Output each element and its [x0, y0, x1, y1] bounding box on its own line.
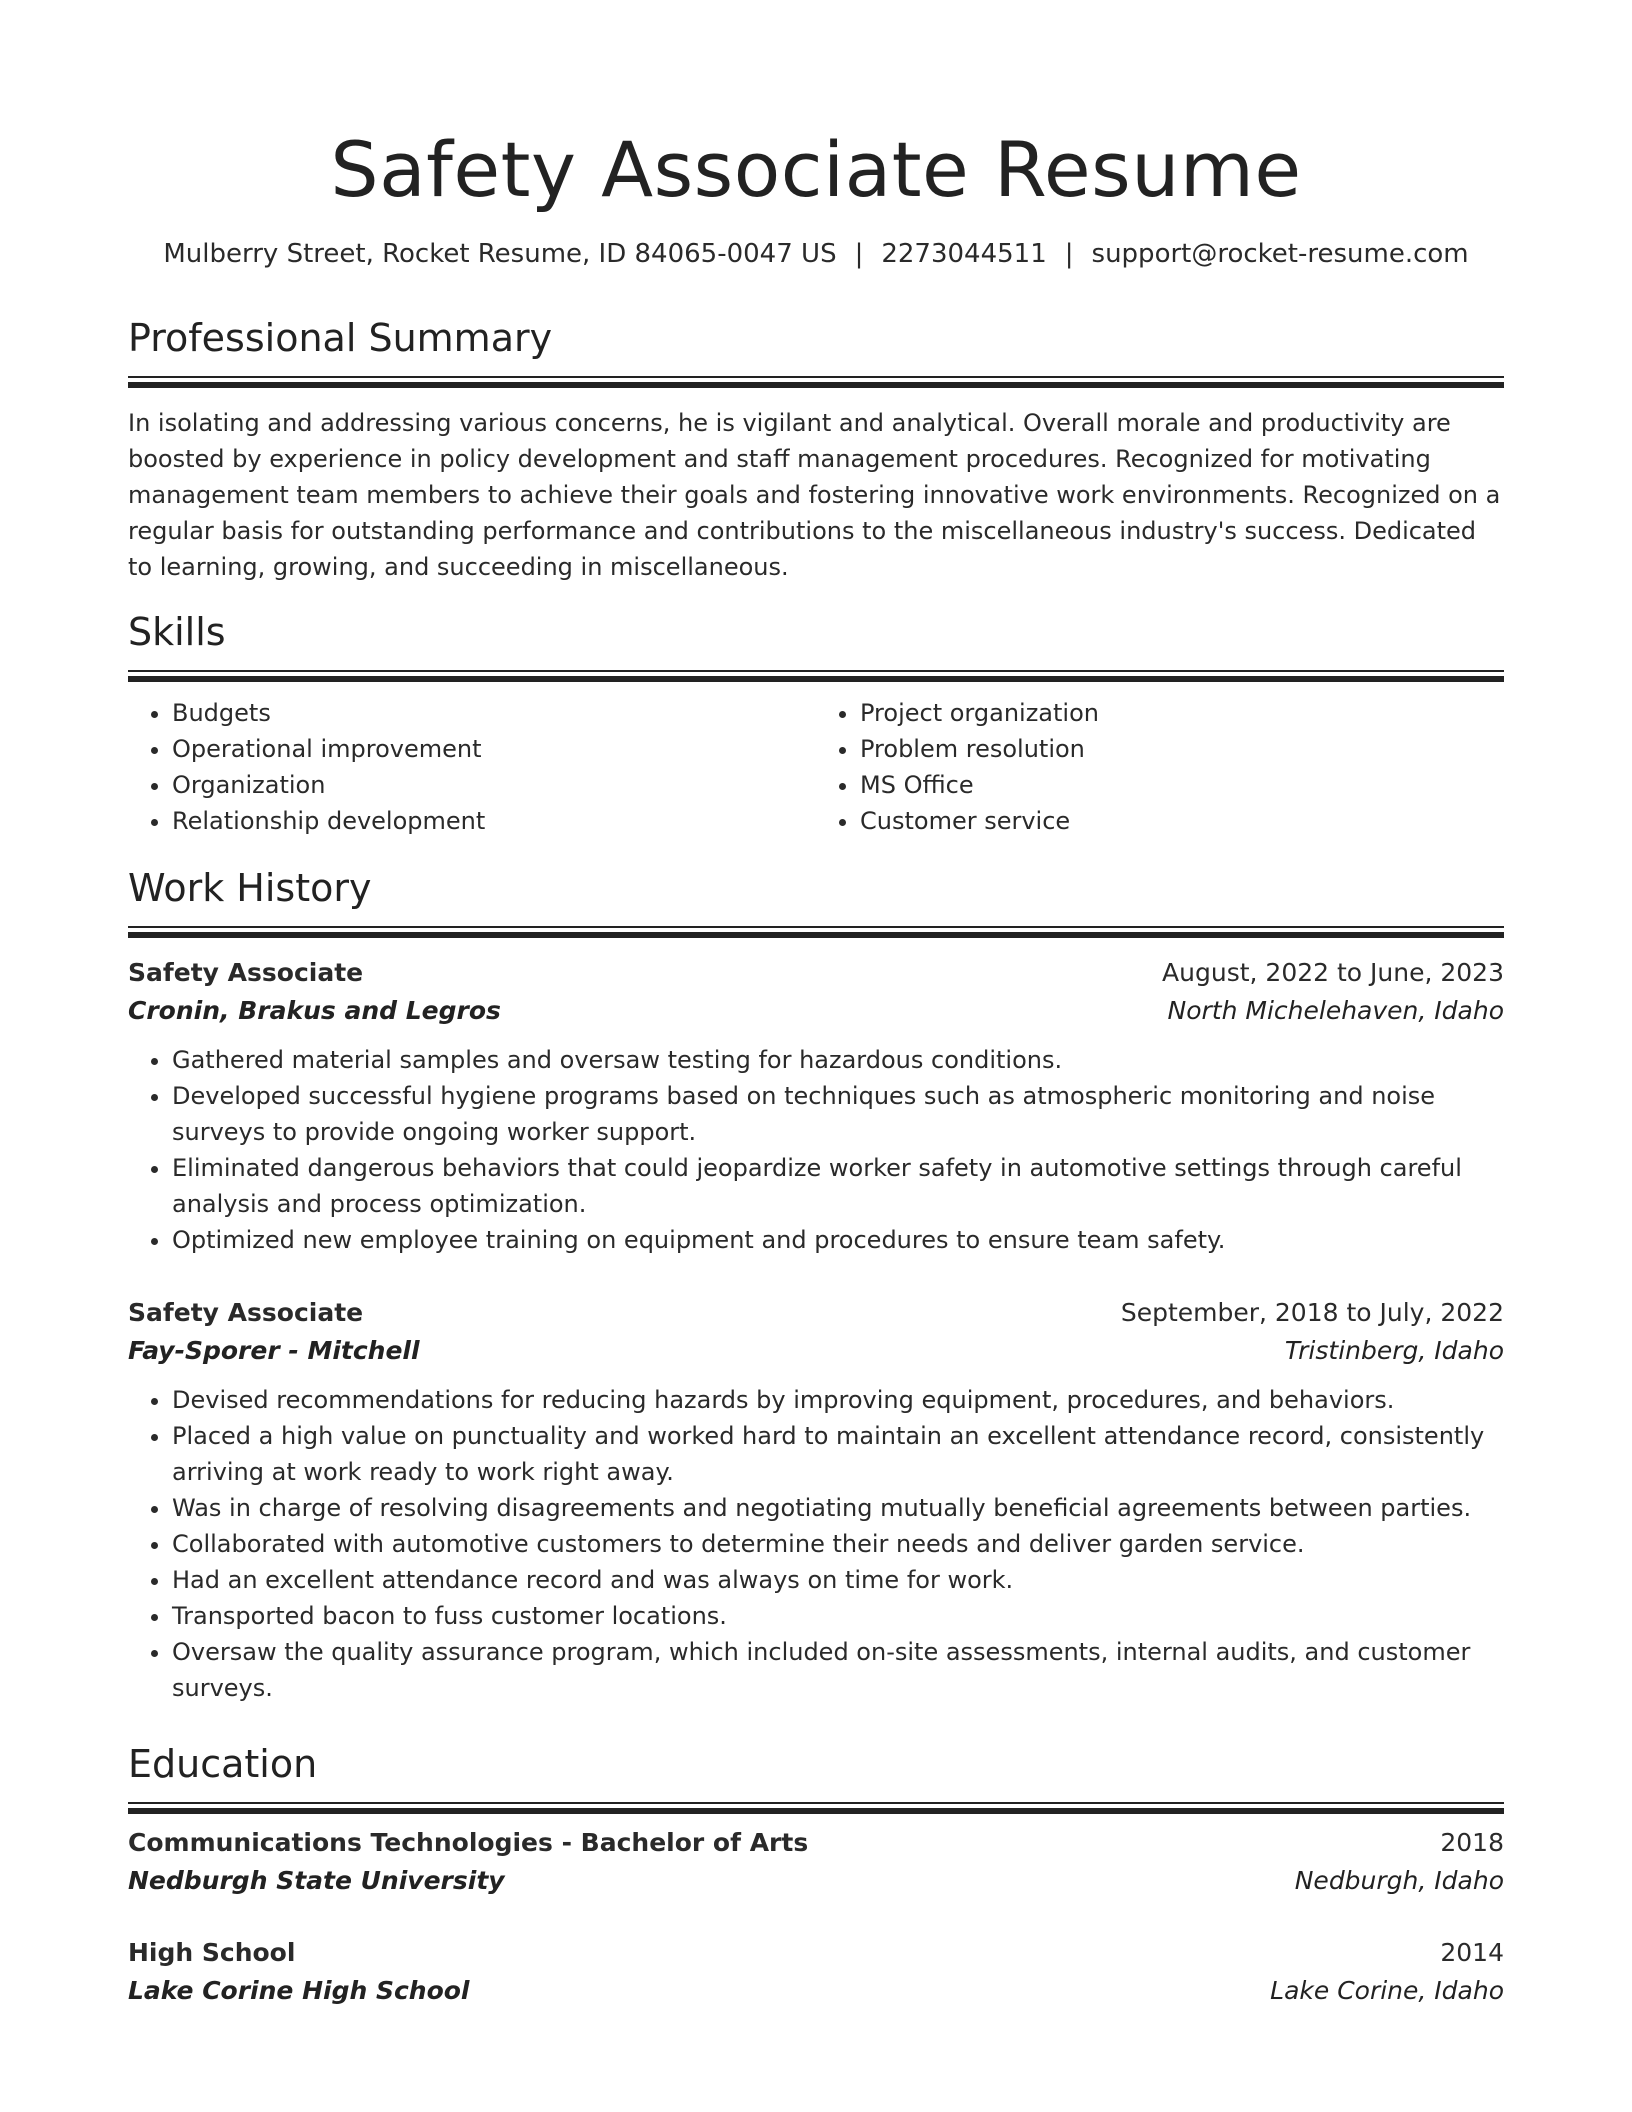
skill-item: • Budgets: [172, 695, 816, 731]
skills-column-right: [816, 695, 1504, 839]
school-name: Nedburgh State University: [128, 1866, 505, 1895]
job-location: Tristinberg, Idaho: [1284, 1336, 1504, 1365]
contact-separator: |: [854, 239, 864, 269]
section-divider: [128, 670, 1504, 681]
degree: High School: [128, 1938, 296, 1967]
phone: 2273044511: [881, 239, 1047, 269]
section-title-work-history: Work History: [128, 866, 372, 910]
list-item: • Developed successful hygiene programs based on techniques such as atmospheric monitoring and noise surveys to provide ongoing worker support.: [172, 1078, 1504, 1150]
school-location: Nedburgh, Idaho: [1294, 1866, 1504, 1895]
work-history-section: [128, 864, 1504, 937]
skill-item: • Problem resolution: [860, 731, 1504, 767]
skills-section: [128, 608, 1504, 839]
job-entry: [128, 954, 1504, 1258]
job-dates: August, 2022 to June, 2023: [1162, 958, 1504, 987]
list-item: • Eliminated dangerous behaviors that could jeopardize worker safety in automotive settings through careful analysis and process optimization.: [172, 1150, 1504, 1222]
list-item: • Placed a high value on punctuality and worked hard to maintain an excellent attendance record, consistently arriving at work ready to work right away.: [172, 1418, 1504, 1490]
job-location: North Michelehaven, Idaho: [1167, 996, 1504, 1025]
contact-separator: |: [1064, 239, 1074, 269]
list-item: • Had an excellent attendance record and was always on time for work.: [172, 1562, 1504, 1598]
job-entry: [128, 1294, 1504, 1706]
school-location: Lake Corine, Idaho: [1270, 1976, 1504, 2005]
resume-title: Safety Associate Resume: [330, 125, 1302, 214]
list-item: • Gathered material samples and oversaw testing for hazardous conditions.: [172, 1042, 1504, 1078]
resume-page: [128, 0, 1504, 2005]
list-item: • Oversaw the quality assurance program, which included on-site assessments, internal audits, and customer surveys.: [172, 1634, 1504, 1706]
section-divider: [128, 376, 1504, 387]
list-item: • Transported bacon to fuss customer locations.: [172, 1598, 1504, 1634]
skills-column-left: [128, 695, 816, 839]
address: Mulberry Street, Rocket Resume, ID 84065-0047 US: [163, 239, 837, 269]
job-dates: September, 2018 to July, 2022: [1120, 1298, 1504, 1327]
degree: Communications Technologies - Bachelor of Arts: [128, 1828, 809, 1857]
summary-text: In isolating and addressing various concerns, he is vigilant and analytical. Overall morale and productivity are boosted by experience in policy development and staff management procedures. Recognized for motivating management team members to achieve their goals and fostering innovative work environments. Recognized on a regular basis for outstanding performance and contributions to the miscellaneous industry's success. Dedicated to learning, growing, and succeeding in miscellaneous.: [128, 409, 1501, 581]
job-title: Safety Associate: [128, 958, 364, 987]
job-title: Safety Associate: [128, 1298, 364, 1327]
skill-item: • Operational improvement: [172, 731, 816, 767]
list-item: • Devised recommendations for reducing hazards by improving equipment, procedures, and behaviors.: [172, 1382, 1504, 1418]
skill-item: • Organization: [172, 767, 816, 803]
skills-list: [128, 695, 1504, 839]
job-responsibilities: [128, 1042, 1504, 1258]
contact-line: [128, 238, 1504, 270]
skill-item: • Relationship development: [172, 803, 816, 839]
section-divider: [128, 926, 1504, 937]
company-name: Fay-Sporer - Mitchell: [128, 1336, 420, 1365]
school-name: Lake Corine High School: [128, 1976, 470, 2005]
company-name: Cronin, Brakus and Legros: [128, 996, 501, 1025]
list-item: • Collaborated with automotive customers to determine their needs and deliver garden service.: [172, 1526, 1504, 1562]
list-item: • Optimized new employee training on equipment and procedures to ensure team safety.: [172, 1222, 1504, 1258]
email-link[interactable]: support@rocket-resume.com: [1091, 239, 1469, 269]
education-section: [128, 1740, 1504, 1813]
skill-item: • MS Office: [860, 767, 1504, 803]
list-item: • Was in charge of resolving disagreements and negotiating mutually beneficial agreements between parties.: [172, 1490, 1504, 1526]
summary-section: [128, 314, 1504, 585]
graduation-year: 2014: [1440, 1938, 1504, 1967]
education-entry: [128, 1934, 1504, 2010]
section-title-education: Education: [128, 1742, 318, 1786]
skill-item: • Project organization: [860, 695, 1504, 731]
job-responsibilities: [128, 1382, 1504, 1706]
section-title-skills: Skills: [128, 610, 226, 654]
education-entry: [128, 1824, 1504, 1900]
graduation-year: 2018: [1440, 1828, 1504, 1857]
section-title-summary: Professional Summary: [128, 316, 553, 360]
skill-item: • Customer service: [860, 803, 1504, 839]
section-divider: [128, 1802, 1504, 1813]
